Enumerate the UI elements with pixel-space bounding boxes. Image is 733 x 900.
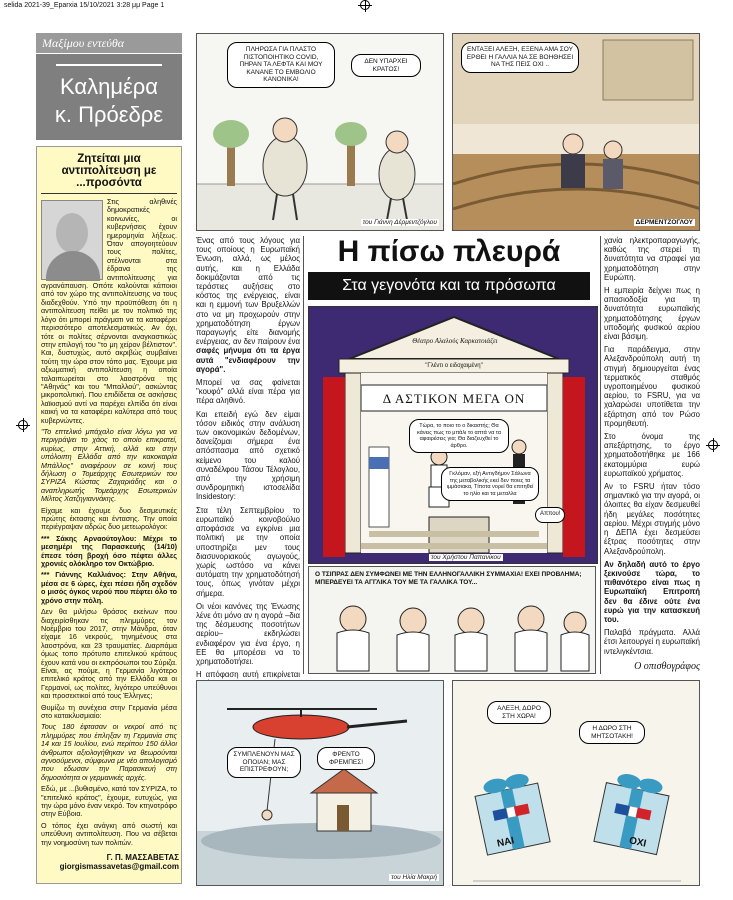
cartoon-helicopter-drawing [197,681,444,886]
left-article-headline: Ζητείται μια αντιπολίτευση με ...προσόντα [41,153,177,194]
cartoon-gifts-label-right: ΟΧΙ [628,835,648,850]
column-title-box [36,54,182,140]
cartoon-helicopter-bubble-2: ΦΡΕΝΤΟ ΦΡΕΜΠΕΣ! [317,747,375,770]
middle-article-column-1 [196,236,300,693]
middle-article-paragraph: Η εμπειρία δείχνει πως η απασιοδοξία για τη δυνατότητα ευρωπαϊκής χρηματοδότησης έργων υποδομής φυσικού αερίου είναι βάσιμη. [604,286,700,342]
signature-email: giorgismassavetas@gmail.com [59,862,179,871]
column-separator [303,236,304,674]
middle-article-text: Ένας από τους λόγους για τους οποίους η Ευρωπαϊκή Ένωση, αλλά, ως μέλος αυτής, και η Ελλάδα δοκιμάζονται από τις τεράστιες αυξήσεις στο κόστος της ενέργειας, είναι και η εμμονή των Βρυξελλών στο να μη προχωρούν στην χρηματοδότηση έργων παραγωγής είτε διανομής ενέργειας, αν δεν παίρουν ένα [196,236,300,347]
author-photo [41,200,103,280]
left-article-paragraph: Θυμίζω τη συνέχεια στην Γερμανία μέσα στο κατακλυσμιαίο: [41,702,177,720]
middle-article-bold: Αν δηλαδή αυτό το έργο ξεκινούσε τώρα, το πιθανότερο είναι πως η Ευρωπαϊκή Επιτροπή δεν θα έδινε ούτε ένα ευρώ για την κατασκευή του. [604,559,700,624]
left-article-bullet: *** Σάκης Αρναούτογλου: Μέχρι το μεσημέρι της Παρασκευής (14/10) έπεσε τόση βροχή όσο πέφτει άλλες χρονιές ολόκληρο τον Οκτώβριο. [41,533,177,569]
left-article-quote: "Το επτελικό μπάχαλο είναι λόγω για να περιγράψει το χάος το οποίο επικρατεί, κυρίως, στην Αττική, αλλά και στην υπόλοιπη Ελλάδα από την κακοκαιρία Μπάλλος" αναφέρουν σε κοινή τους δήλωση ο Τομεάρχης Εσωτερικών του ΣΥΡΙΖΑ Κώστας Ζαχαριάδης και ο αναπληρωτής Τομεάρχης Εσωτερικών Μίλτος Χατζηγιαννάκης. [41,426,177,504]
author-shoulders [46,251,100,281]
cartoon-covid-credit: του Γιάννη Δέρμεντζόγλου [362,219,437,226]
cartoon-covid [196,33,444,231]
cartoon-gifts-label-left: ΝΑΙ [496,835,516,850]
cartoon-covid-bubble-left: ΠΛΗΡΩΣΑ ΓΙΑ ΠΛΑΣΤΟ ΠΙΣΤΟΠΟΙΗΤΙΚΟ COVID, ΠΗΡΑΝ ΤΑ ΛΕΦΤΑ ΚΑΙ ΜΟΥ ΚΑΝΑΝΕ ΤΟ ΕΜΒΟΛΙΟ ΚΑΝΟΝΙΚΑ! [227,42,335,88]
middle-article-bold: σαφές μήνυμα ότι τα έργα αυτά "ενδιαφέρουν την αγορά". [196,346,300,374]
theatre-credit: του Χρήστου Παπανίκου [431,554,501,561]
cartoon-gifts-bubble-2: Η ΔΩΡΟ ΣΤΗ ΜΗΤΣΟΤΑΚΗ! [579,721,645,744]
wide-cartoon-drawing [309,567,596,674]
middle-article-paragraph: Για παράδειγμα, στην Αλεξανδρούπολη αυτή τη στιγμή δημιουργείται ένας τερματικός σταθμός υγροποιημένου φυσικού αερίου, το FSRU, για να χαλαρώσει υποτίθεται την εξάρτηση από τον Ρώσο προμηθευτή. [604,345,700,428]
title-rule [56,64,162,66]
wide-cartoon-tsipras [308,566,596,674]
column-title-line-2: κ. Πρόεδρε [54,102,164,127]
column-title-line-1: Καλημέρα [59,74,159,99]
left-article-paragraph: Στις αληθινές δημοκρατικές κοινωνίες, οι κυβερνήσεις έχουν ημερομηνία λήξεως. Όταν απογοητεύουν τους πολίτες, στέλνονται στα έδρανα της αντιπολίτευσης για αγρανάπαυση. Οπότε καλούνται κάποιοι από τον χώρο της αντιπολίτευσης να τους διαδεχθούν. Υπό την προϋπόθεση ότι η αντιπολίτευση πείθει με τον πολιτικό της λόγο ότι μπορεί πράγματι να τα καταφέρει περισσότερο αποτελεσματικώς. Αν όχι, τότε οι πολίτες σέρνονται αναγκαστικώς στην επιλογή του "το μη χείρον βέλτιστον". Και, δυστυχώς, αυτό ακριβώς συμβαίνει τούτη την ώρα στον τόπο μας. Έχουμε μια αξιωματική αντιπολίτευση η οποία ταλαιπωρείται στο λαοστρόνα της "Αθηνάς" και του "Μπαλλού", ασκώντας μικροπολιτική. Που επιδίδεται σε ασκήσεις λαϊκισμού αντί να παρέχει ελπίδα ότι είναι καική να τα καταφέρει καλύτερα από τους κυβερνώντες. [41,197,177,425]
signature-name: Γ. Π. ΜΑΣΣΑΒΕΤΑΣ [106,853,179,862]
cartoon-gifts-bubble-1: ΑΛΕΞΗ, ΔΩΡΟ ΣΤΗ ΧΩΡΑ! [487,701,551,724]
theatre-pediment: Θέατρο Αλαλούς Καρκατοιάζει [412,337,498,345]
section-subtitle: Στα γεγονότα και τα πρόσωπα [308,272,590,300]
left-article-paragraph: Ο τόπος έχει ανάγκη από σωστή και υπεύθυνη αντιπολίτευση. Που να σέβεται την νοημοσύνη των πολιτών. [41,820,177,847]
left-article [36,146,182,884]
registration-mark [360,0,370,10]
middle-article-column-2 [604,236,700,675]
cartoon-parliament-credit: ΔΕΡΜΕΝΤΖΟΓΛΟΥ [635,219,693,226]
middle-article-paragraph: χανία ηλεκτροπαραγωγής, καθώς της στερεί τη δυνατότητα να στραφεί για χρηματοδότηση στην Ευρώπη. [604,236,700,282]
theatre-banner: "Γλέντι ο ειδοχαιμένη" [425,363,483,369]
cartoon-covid-bubble-right: ΔΕΝ ΥΠΑΡΧΕΙ ΚΡΑΤΟΣ! [351,54,421,77]
middle-article-paragraph [196,236,300,374]
middle-article-paragraph: Στα τέλη Σεπτεμβρίου το ευρωπαϊκό κοινοβούλιο αποφάσισε να εγκρίνει μια πολιτική με την οποία υποστηρίζει μεν τους διασυνοριακούς αγωγούς, χωρίς ωστόσο να κάνει αυτόματη την χρηματοδότησή τους, όπως γινόταν μέχρι σήμερα. [196,505,300,598]
middle-article-paragraph: Παλαβά πράγματα. Αλλά έτσι λειτουργεί η ευρωπαϊκή ιντελιγκέντσια. [604,628,700,656]
cartoon-parliament-bubble: ΕΝΤΑΞΕΙ ΑΛΕΞΗ, ΕΞΕΝΑ ΑΜΑ ΣΟΥ ΕΡΘΕΙ Η ΓΑΛΛΙΑ ΝΑ ΣΕ ΒΟΗΘΗΣΕΙ ΝΑ ΤΗΣ ΠΕΙΣ ΟΧΙ .. [461,42,579,73]
theatre-bubble-3: Αππου! [535,507,565,523]
left-article-paragraph: Δεν θα μιλήσω θράσος εκείνων που διαχειρίσθηκαν τις πλημμύρες τον Νοέμβριο του 2017, στην Μάνδρα, όταν είχαμε 16 νεκρούς, τηνημένους στα λαοστρόνα, και 23 τραυματίες. Διαρπάμα όμως τοπο πρότυπο επιτελικού κράτους έχουν κατά νου οι εκπρόσωποι του Σύριζα. Είναι, ας πούμε, η Γερμανία λιγότερο επιτελικό κράτος από την Ελλάδα και οι Γερμανοί, ως πολίτες, λιγότερο υπεύθυνοι και προσεκτικοί από τους Έλληνες; [41,607,177,701]
left-article-bullet: *** Γιάννης Καλλιάνος: Στην Αθήνα, μέσα σε 6 ώρες, έχει πέσει ήδη σχεδόν ο μισός όγκος νερού που πέφτει όλο το χρόνο στην πόλη. [41,570,177,605]
cartoon-gifts [452,680,700,886]
left-article-quote: Τους 180 έφτασαν οι νεκροί από τις πλημμύρες που έπληξαν τη Γερμανία στις 14 και 15 Ιουλίου, ενώ περίπου 150 άλλοι άνθρωποι αξιολογήθηκαν να θεωρούνται αγνοούμενοι, σύμφωνα με νέο απολογισμό που εδωσαν την Παρασκευή στη δημοσιότητα οι γερμανικές αρχές. [41,722,177,782]
middle-article-paragraph: Στο όνομα της απεξάρτησης, το έργο χρηματοδοτήθηκε με 166 εκατομμύρια ευρώ ευρωπαϊκού χρήματος. [604,432,700,478]
column-brand: Μαξίμου εντεύθα [36,33,182,53]
middle-article-paragraph: Αν το FSRU ήταν τόσο σημαντικό για την αγορά, οι όλοιπες θα είχαν δεσμευθεί ήδη μεγάλες ποσότητες αερίου. Μέχρι στιγμής μόνο η ΔΕΠΑ έχει δεσμεύσει έξτρας ποσότητες στην Αλεξανδρούπολη. [604,482,700,556]
column-separator [600,236,601,674]
left-article-paragraph: Εδώ, με ...βυθισμένο, κατά τον ΣΥΡΙΖΑ, το "επιτελικό κράτος", έχουμε, ευτυχώς, για την ώρα μόνο έναν νεκρό. Τον κτηνοτρόφο στην Εύβοια. [41,784,177,819]
registration-mark [18,420,28,430]
theatre-bubble-1: Τώρα, το ποιο το ο δικαστής; Θα κάνεις πως το μπάλι το απτά να τα αφαιρέσεις για; Θα διαζευχθεί το άρθρο. [409,419,509,453]
cartoon-helicopter-credit: του Ηλία Μακρή [391,874,437,881]
middle-article-paragraph: Η απόφαση αυτή επικρίνεται [196,670,300,680]
theatre-bubble-2: Γκλόμαν, εξή Αντιγδήμον Σάλωνα της μεταβολικής εκεί δεν ποιες τα ιμμάσιακα, Τίποτα νορεί θα επιτηθεί το ηλίο και τα μεταλλα [441,467,539,501]
section-title: Η πίσω πλευρά [308,234,590,270]
author-face [56,213,88,253]
middle-article-signoff: Ο οπισθογράφος [634,660,700,672]
theatre-cartoon [308,306,598,564]
middle-article-paragraph: Μπορεί να σας φαίνεται "κουφό" αλλά είναι πέρα για πέρα αληθινό. [196,378,300,406]
cartoon-helicopter-bubble: ΣΥΜΠΛΕΝΟΥΝ ΜΑΣ ΟΠΟΙΑΝ; ΜΑΣ ΕΠΙΣΤΡΕΦΟΥΝ; [227,747,301,778]
registration-mark [708,440,718,450]
theatre-marquee: Δ ΑΣΤΙΚΟΝ ΜΕΓΑ ΟΝ [382,391,526,406]
left-article-paragraph: Είχαμε και έχουμε δυο δεσμευτικές πρώτης έκτασης και έντασης. Την οποία περιέγραψαν αδρώς δυο μετεωρολόγοι: [41,505,177,532]
middle-article-paragraph: Οι νέοι κανόνες της Ένωσης λένε ότι μόνο αν η αγορά –δια της δέσμευσης ποσοτήτων αερίου– εκδηλώσει ενδιαφέρον για ένα έργο, η ΕΕ θα μπορέσει να το χρηματοδοτήσει. [196,601,300,666]
cartoon-parliament [452,33,700,231]
print-header: selida 2021-39_Eparxia 15/10/2021 3:28 μμ Page 1 [4,2,165,9]
signature [41,853,179,871]
wide-cartoon-caption: Ο ΤΣΙΠΡΑΣ ΔΕΝ ΣΥΜΦΩΝΕΙ ΜΕ ΤΗΝ ΕΛΛΗΝΟΓΑΛΛΙΚΗ ΣΥΜΜΑΧΙΑ! ΕΧΕΙ ΠΡΟΒΛΗΜΑ; ΜΠΕΡΔΕΥΕΙ ΤΑ ΑΓΓΛΙΚΑ ΤΟΥ ΜΕ ΤΑ ΓΑΛΛΙΚΑ ΤΟΥ... [315,571,582,586]
middle-article-paragraph: Και επειδή εγώ δεν είμαι τόσον ειδικός στην ανάλυση των οικονομικών δεδομένων, δανείζομαι σήμερα ένα απόσπασμα από σχετικό κείμενο του καλού συναδέλφου Τάσου Τέλογλου, από την χρήσιμη συνδρομητική ιστοσελίδα Insidestory: [196,409,300,502]
cartoon-helicopter [196,680,444,886]
